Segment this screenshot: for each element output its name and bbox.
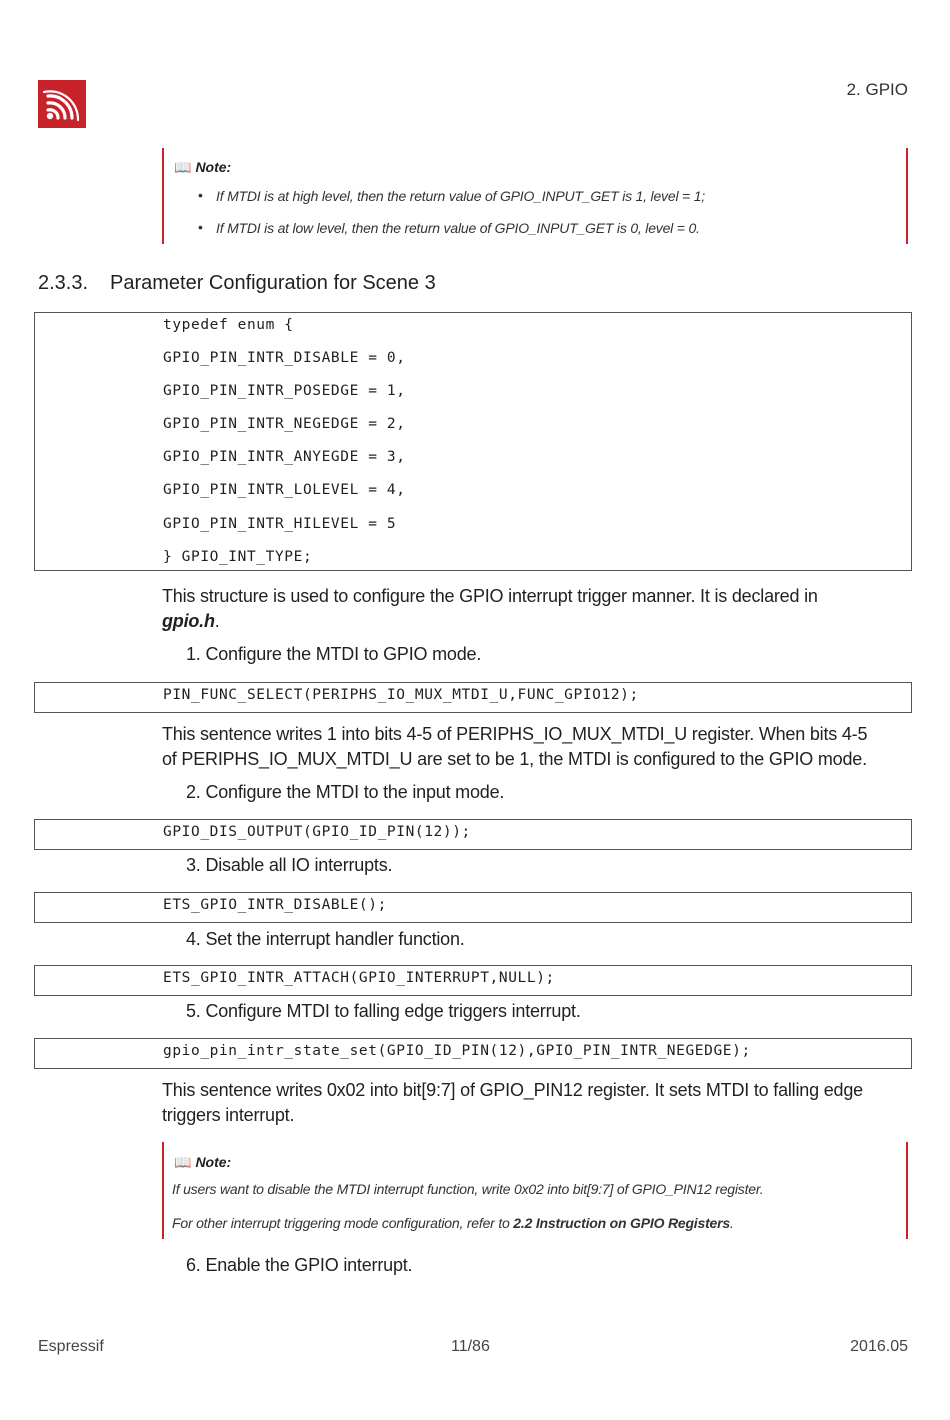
section-title: Parameter Configuration for Scene 3	[110, 272, 436, 294]
step-text: Configure MTDI to falling edge triggers interrupt.	[205, 1001, 581, 1021]
para-line: This sentence writes 0x02 into bit[9:7] of GPIO_PIN12 register. It sets MTDI to falling edge	[162, 1080, 863, 1100]
header-section-label: 2. GPIO	[846, 80, 908, 99]
note-line-2	[172, 1215, 734, 1231]
code-block-dis-output	[34, 819, 912, 850]
code-line: GPIO_PIN_INTR_DISABLE = 0,	[163, 350, 406, 366]
step-text: Configure the MTDI to the input mode.	[205, 782, 505, 802]
paragraph-struct-description	[162, 584, 907, 634]
file-name: gpio.h	[162, 611, 215, 631]
note-box-1	[162, 148, 908, 244]
step-text: Enable the GPIO interrupt.	[205, 1255, 413, 1275]
code-line: } GPIO_INT_TYPE;	[163, 549, 313, 565]
section-heading	[38, 272, 436, 295]
paragraph-falling-edge-description	[162, 1078, 907, 1128]
code-block-pin-func	[34, 682, 912, 713]
code-line: PIN_FUNC_SELECT(PERIPHS_IO_MUX_MTDI_U,FUNC_GPIO12);	[163, 687, 639, 703]
code-line: GPIO_PIN_INTR_NEGEDGE = 2,	[163, 416, 406, 432]
step-number: 6.	[186, 1255, 201, 1275]
espressif-logo	[38, 80, 86, 128]
bullet-icon: •	[198, 219, 203, 235]
code-line: GPIO_PIN_INTR_POSEDGE = 1,	[163, 383, 406, 399]
step-3	[186, 855, 392, 876]
step-number: 3.	[186, 855, 201, 875]
code-line: ETS_GPIO_INTR_DISABLE();	[163, 897, 387, 913]
note-title	[174, 1154, 231, 1171]
step-2	[186, 782, 504, 803]
logo-icon	[38, 80, 86, 128]
step-6	[186, 1255, 412, 1276]
step-1	[186, 644, 481, 665]
code-line: GPIO_PIN_INTR_LOLEVEL = 4,	[163, 482, 406, 498]
code-block-intr-attach	[34, 965, 912, 996]
code-line: GPIO_PIN_INTR_ANYEGDE = 3,	[163, 449, 406, 465]
code-line: GPIO_DIS_OUTPUT(GPIO_ID_PIN(12));	[163, 824, 471, 840]
para-line: triggers interrupt.	[162, 1105, 295, 1125]
step-text: Disable all IO interrupts.	[205, 855, 393, 875]
code-line: typedef enum {	[163, 317, 294, 333]
section-number: 2.3.3.	[38, 272, 89, 294]
code-block-intr-state-set	[34, 1038, 912, 1069]
book-icon: 📖	[174, 1154, 192, 1170]
step-number: 2.	[186, 782, 201, 802]
note-title-text: Note:	[195, 1154, 232, 1170]
step-number: 4.	[186, 929, 201, 949]
code-block-enum	[34, 312, 912, 571]
note-title	[174, 159, 231, 176]
note-line-1: If users want to disable the MTDI interrupt function, write 0x02 into bit[9:7] of GPIO_PIN12 register.	[172, 1181, 764, 1197]
paragraph-register-description	[162, 722, 907, 772]
step-4	[186, 929, 465, 950]
note-line-2-prefix: For other interrupt triggering mode configuration, refer to	[172, 1215, 514, 1231]
note-title-text: Note:	[195, 159, 232, 175]
footer-date: 2016.05	[850, 1338, 908, 1355]
step-text: Configure the MTDI to GPIO mode.	[205, 644, 482, 664]
para-line: of PERIPHS_IO_MUX_MTDI_U are set to be 1, the MTDI is configured to the GPIO mode.	[162, 749, 867, 769]
para-line: This sentence writes 1 into bits 4-5 of PERIPHS_IO_MUX_MTDI_U register. When bits 4-5	[162, 724, 868, 744]
footer-page-number: 11/86	[451, 1338, 490, 1355]
bullet-icon: •	[198, 187, 203, 203]
register-reference-link[interactable]: 2.2 Instruction on GPIO Registers	[513, 1215, 730, 1231]
note-line-2-suffix: .	[729, 1215, 734, 1231]
code-block-intr-disable	[34, 892, 912, 923]
note-bullet-1: If MTDI is at high level, then the return value of GPIO_INPUT_GET is 1, level = 1;	[216, 188, 705, 204]
step-number: 5.	[186, 1001, 201, 1021]
step-number: 1.	[186, 644, 201, 664]
step-5	[186, 1001, 581, 1022]
book-icon: 📖	[174, 159, 192, 175]
para-text: This structure is used to configure the GPIO interrupt trigger manner. It is declared in	[162, 586, 818, 606]
para-end: .	[214, 611, 220, 631]
note-bullet-2: If MTDI is at low level, then the return value of GPIO_INPUT_GET is 0, level = 0.	[216, 220, 700, 236]
code-line: ETS_GPIO_INTR_ATTACH(GPIO_INTERRUPT,NULL);	[163, 970, 555, 986]
footer-company: Espressif	[38, 1338, 104, 1355]
step-text: Set the interrupt handler function.	[205, 929, 465, 949]
code-line: GPIO_PIN_INTR_HILEVEL = 5	[163, 516, 397, 532]
code-line: gpio_pin_intr_state_set(GPIO_ID_PIN(12),GPIO_PIN_INTR_NEGEDGE);	[163, 1043, 751, 1059]
note-box-2	[162, 1142, 908, 1239]
